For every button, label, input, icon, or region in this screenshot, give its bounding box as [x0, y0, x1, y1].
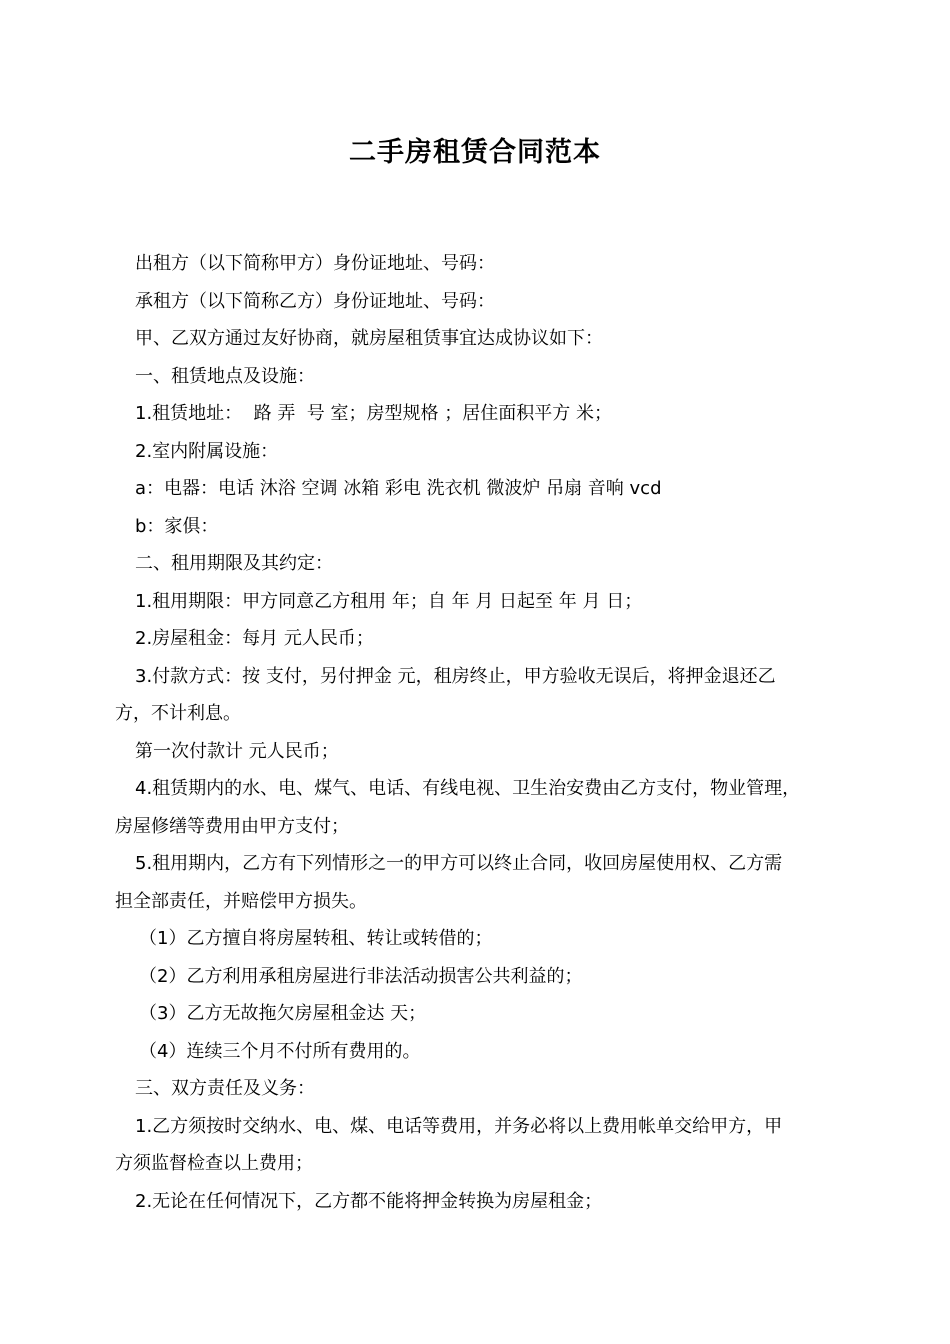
list-item: （1）乙方擅自将房屋转租、转让或转借的； [139, 928, 493, 949]
document-body [115, 245, 850, 1220]
paragraph-line: 担全部责任，并赔偿甲方损失。 [115, 890, 367, 912]
list-item: （2）乙方利用承租房屋进行非法活动损害公共利益的； [139, 965, 583, 987]
list-item: （4）连续三个月不付所有费用的。 [139, 1040, 421, 1062]
paragraph-line: 3.付款方式：按 支付，另付押金 元，租房终止，甲方验收无误后，将押金退还乙 [135, 665, 776, 687]
paragraph-line: 方须监督检查以上费用； [115, 1153, 313, 1174]
paragraph-line: a：电器：电话 沐浴 空调 冰箱 彩电 洗衣机 微波炉 吊扇 音响 vcd [135, 478, 662, 499]
paragraph-line: 2.室内附属设施： [135, 440, 279, 462]
document-title: 二手房租赁合同范本 [349, 137, 601, 168]
paragraph-line: 方，不计利息。 [115, 703, 241, 724]
paragraph-line: 出租方（以下简称甲方）身份证地址、号码： [135, 253, 495, 274]
paragraph-line: 1.租赁地址： 路 弄 号 室；房型规格 ；居住面积平方 米； [135, 403, 612, 424]
paragraph-line: 5.租用期内，乙方有下列情形之一的甲方可以终止合同，收回房屋使用权、乙方需 [135, 853, 783, 874]
paragraph-line: 4.租赁期内的水、电、煤气、电话、有线电视、卫生治安费由乙方支付，物业管理， [135, 778, 801, 799]
paragraph-line: 1.租用期限：甲方同意乙方租用 年；自 年 月 日起至 年 月 日； [135, 590, 643, 612]
paragraph-line: 2.房屋租金：每月 元人民币； [135, 628, 374, 649]
section-heading: 二、租用期限及其约定： [135, 553, 333, 574]
section-heading: 三、双方责任及义务： [135, 1078, 315, 1099]
paragraph-line: 第一次付款计 元人民币； [135, 740, 339, 762]
paragraph-line: 1.乙方须按时交纳水、电、煤、电话等费用，并务必将以上费用帐单交给甲方，甲 [135, 1115, 783, 1137]
paragraph-line: b：家俱： [135, 515, 219, 537]
paragraph-line: 甲、乙双方通过友好协商，就房屋租赁事宜达成协议如下： [135, 328, 603, 349]
list-item: （3）乙方无故拖欠房屋租金达 天； [139, 1003, 427, 1024]
section-heading: 一、租赁地点及设施： [135, 365, 315, 387]
paragraph-line: 承租方（以下简称乙方）身份证地址、号码： [135, 290, 495, 312]
paragraph-line: 房屋修缮等费用由甲方支付； [115, 815, 349, 837]
paragraph-line: 2.无论在任何情况下，乙方都不能将押金转换为房屋租金； [135, 1190, 603, 1212]
